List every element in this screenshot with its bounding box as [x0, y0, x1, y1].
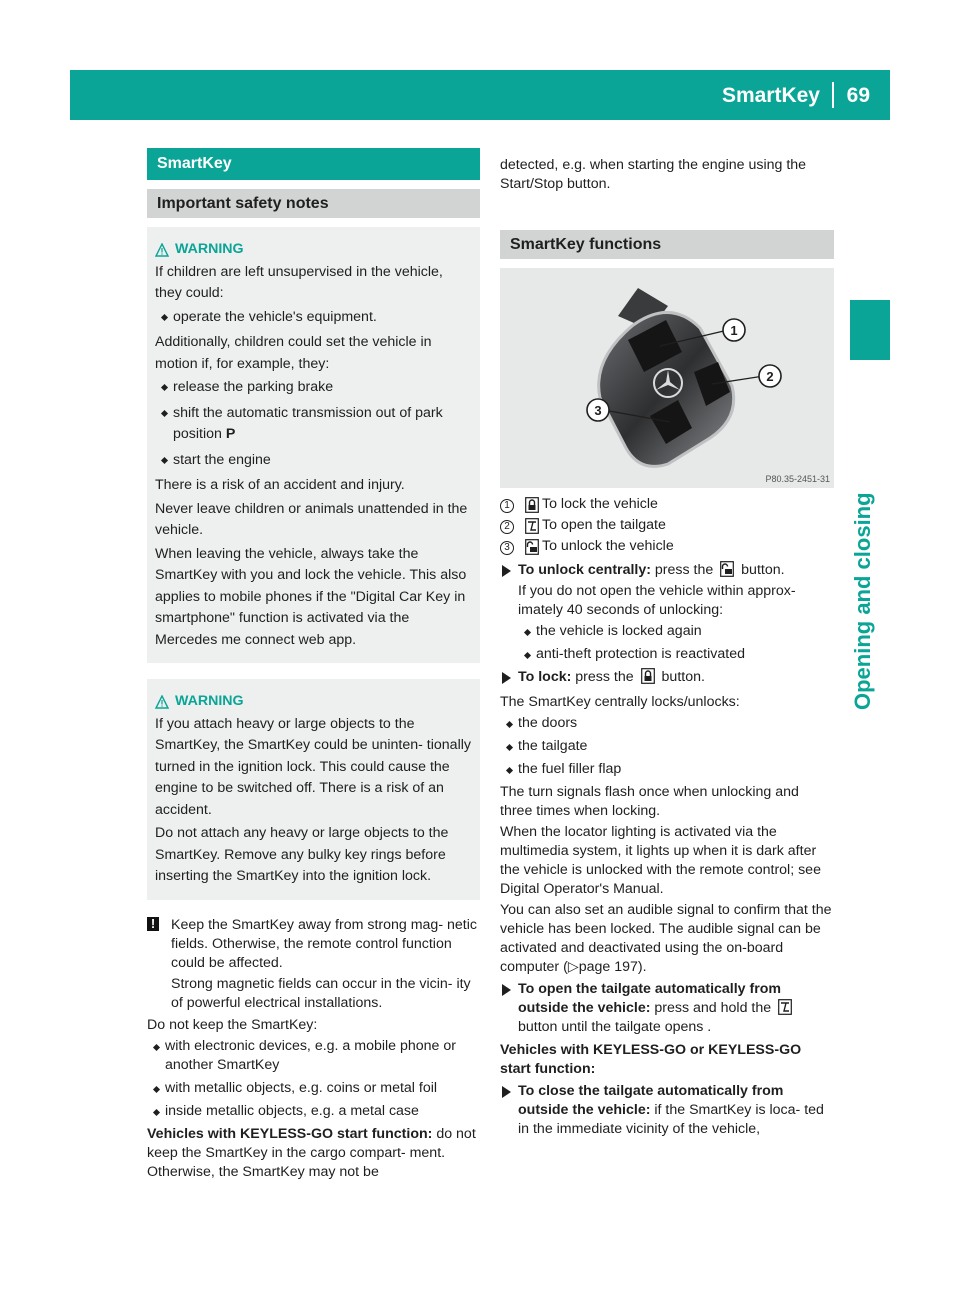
body-text-right	[500, 561, 834, 1139]
instruction-step-unlock: To unlock centrally: press the button. If you do not open the vehicle within approx- imately 40 seconds of unlocking: the vehicle is locked again anti-theft protection is reactivated	[500, 561, 834, 664]
warning-triangle-icon	[155, 243, 169, 257]
list-item: release the parking brake	[155, 377, 472, 399]
callout-3: 3	[594, 403, 602, 418]
list-item: inside metallic objects, e.g. a metal case	[147, 1102, 480, 1121]
tailgate-icon	[525, 518, 539, 534]
instruction-step-close-tailgate: To close the tailgate automatically from outside the vehicle: if the SmartKey is loca- ted in the immediate vicinity of the vehicle,	[500, 1082, 834, 1139]
continued-text: detected, e.g. when starting the engine using the Start/Stop button.	[500, 157, 807, 192]
unlock-icon	[525, 539, 539, 555]
list-item: anti-theft protection is reactivated	[518, 645, 834, 664]
instruction-step-lock: To lock: press the button.	[500, 668, 834, 687]
list-item: with metallic objects, e.g. coins or metal foil	[147, 1079, 480, 1098]
list-item: the tailgate	[500, 737, 834, 756]
warning-text: Do not attach any heavy or large objects to the SmartKey. Remove any bulky key rings before inserting the SmartKey into the ignition lock.	[155, 825, 449, 884]
legend-item-unlock: 3 To unlock the vehicle	[500, 536, 834, 557]
smartkey-illustration	[500, 268, 834, 488]
paragraph: When the locator lighting is activated via the multimedia system, it lights up when it is dark after the vehicle is unlocked with the remote control; see Digital Operator's Manual.	[500, 824, 821, 897]
left-column	[147, 148, 480, 1184]
paragraph: You can also set an audible signal to confirm that the vehicle has been locked. The audible signal can be activated and deactivated using the on-board computer (▷page 197).	[500, 902, 832, 975]
list-item: the vehicle is locked again	[518, 622, 834, 641]
list-item: shift the automatic transmission out of park position P	[155, 403, 472, 446]
paragraph: The turn signals flash once when unlocking and three times when locking.	[500, 784, 799, 819]
list-item: the doors	[500, 714, 834, 733]
body-text-left	[147, 916, 480, 1182]
paragraph: Vehicles with KEYLESS-GO start function: do not keep the SmartKey in the cargo compart- ment. Otherwise, the SmartKey may not be	[147, 1125, 476, 1180]
subsection-title: Important safety notes	[147, 189, 480, 218]
warning-text: If you attach heavy or large objects to the SmartKey, the SmartKey could be uninten- tionally turned in the ignition lock. This could cause the engine to be switched off. There is a risk of an accident.	[155, 715, 471, 818]
list-item: operate the vehicle's equipment.	[155, 307, 472, 329]
warning-heading: WARNING	[155, 239, 472, 261]
lock-icon	[525, 497, 539, 513]
paragraph: Vehicles with KEYLESS-GO or KEYLESS-GO start function:	[500, 1042, 802, 1077]
instruction-step-open-tailgate: To open the tailgate automatically from outside the vehicle: press and hold the button until the tailgate opens .	[500, 980, 834, 1037]
chapter-tab-marker	[850, 300, 890, 360]
paragraph: Do not keep the SmartKey:	[147, 1016, 318, 1033]
warning-heading: WARNING	[155, 691, 472, 713]
list-item: the fuel filler flap	[500, 760, 834, 779]
step-arrow-icon	[502, 984, 511, 996]
right-column	[500, 150, 834, 1139]
callout-1: 1	[730, 323, 738, 338]
lock-icon	[641, 668, 655, 684]
warning-text: When leaving the vehicle, always take the SmartKey with you and lock the vehicle. This also applies to mobile phones if the "Digital Car Key in smartphone" function is activated via the Mercedes me connect web app.	[155, 545, 467, 648]
list-item: with electronic devices, e.g. a mobile phone or another SmartKey	[147, 1037, 480, 1075]
warning-triangle-icon	[155, 695, 169, 709]
warning-text: Never leave children or animals unattended in the vehicle.	[155, 500, 468, 538]
page-number: 69	[846, 84, 870, 107]
note-block: ! Keep the SmartKey away from strong mag- netic fields. Otherwise, the remote control function could be affected. Strong magnetic fields can occur in the vicin- ity of powerful electrical installations.	[147, 916, 480, 1013]
step-arrow-icon	[502, 1086, 511, 1098]
smartkey-photo	[500, 268, 834, 488]
warning-text: There is a risk of an accident and injury.	[155, 477, 405, 493]
step-arrow-icon	[502, 672, 511, 684]
page-ref-arrow-icon: ▷	[567, 959, 579, 975]
section-title: SmartKey	[147, 148, 480, 180]
warning-box-heavy-objects	[147, 679, 480, 900]
callout-2: 2	[766, 369, 774, 384]
page-header-band	[70, 70, 890, 120]
tailgate-icon	[778, 999, 792, 1015]
step-arrow-icon	[502, 565, 511, 577]
warning-text: If children are left unsupervised in the vehicle, they could:	[155, 263, 443, 301]
warning-text: Additionally, children could set the vehicle in motion if, for example, they:	[155, 334, 432, 372]
legend-item-tailgate: 2 To open the tailgate	[500, 515, 834, 536]
warning-box-children	[147, 227, 480, 663]
list-item: start the engine	[155, 450, 472, 472]
legend-item-lock: 1 To lock the vehicle	[500, 494, 834, 515]
unlock-icon	[720, 561, 734, 577]
running-header-title: SmartKey	[721, 84, 820, 107]
page-reference-link[interactable]: page 197).	[578, 959, 647, 975]
subsection-title: SmartKey functions	[500, 230, 834, 259]
chapter-title: Opening and closing	[850, 492, 875, 710]
image-code: P80.35-2451-31	[765, 474, 830, 484]
paragraph: The SmartKey centrally locks/unlocks:	[500, 694, 740, 710]
header-separator	[832, 82, 834, 108]
exclamation-note-icon: !	[147, 917, 159, 931]
